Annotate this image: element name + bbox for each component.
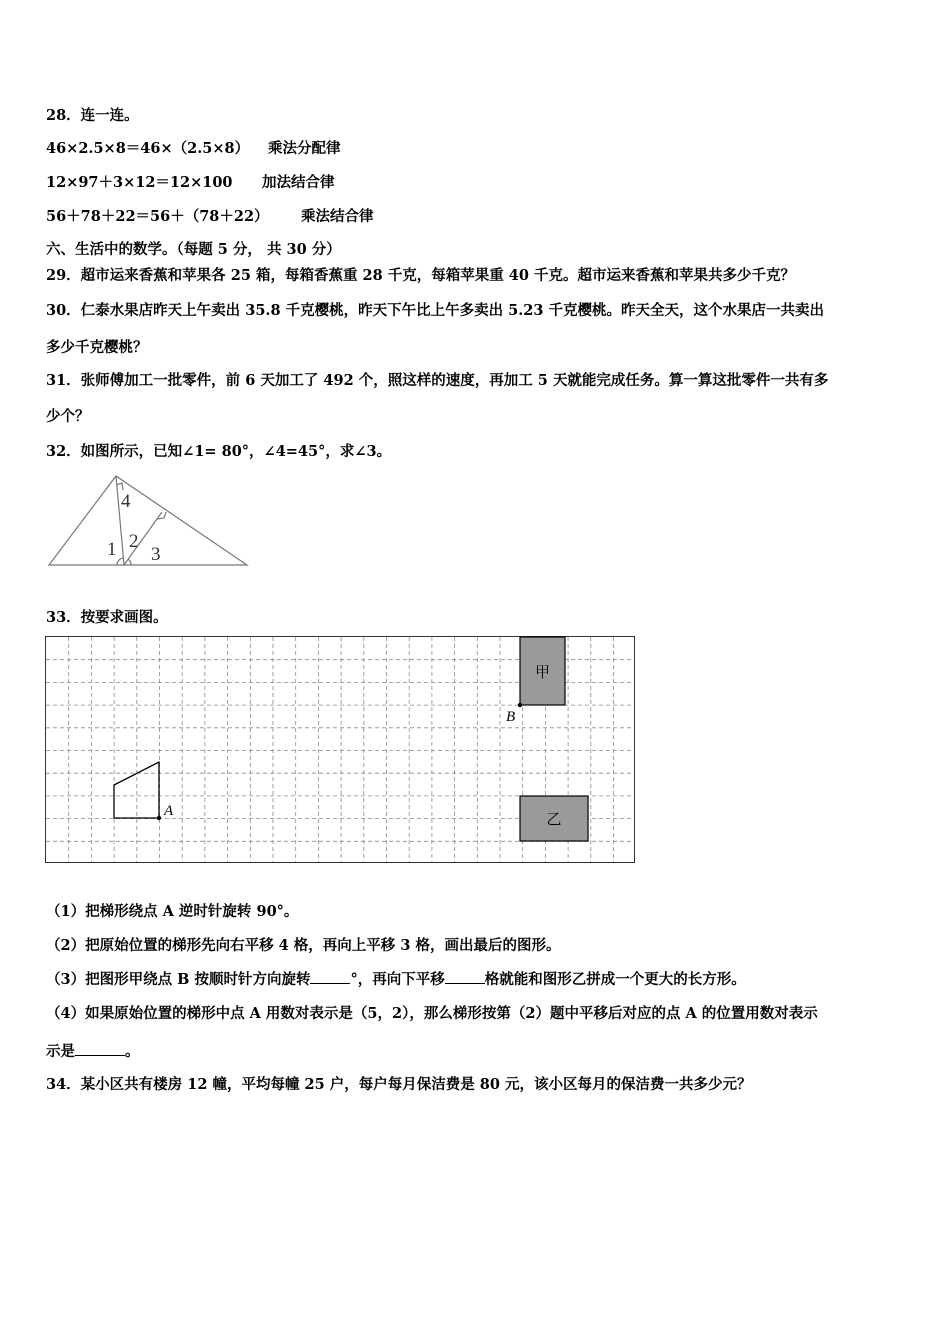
q28-row3-right: 乘法结合律: [301, 208, 374, 225]
point-b-dot: [518, 703, 522, 707]
q30-line2: 多少千克樱桃？: [46, 339, 148, 356]
q31-line1: 31．张师傅加工一批零件，前 6 天加工了 492 个，照这样的速度，再加工 5 天就能完成任务。算一算这批零件一共有多: [46, 372, 829, 389]
q33-sub4-line1: （4）如果原始位置的梯形中点 A 用数对表示是（5，2），那么梯形按第（2）题中平移后对应的点 A 的位置用数对表示: [46, 1005, 818, 1022]
triangle-outline: [49, 476, 247, 565]
angle-arc-1: [117, 558, 123, 565]
point-b-label: B: [506, 709, 516, 725]
shape-yi-label: 乙: [546, 810, 562, 828]
section6-title: 六、生活中的数学。（每题 5 分， 共 30 分）: [46, 241, 341, 258]
angle-label-3: 3: [151, 544, 161, 565]
q33-sub4-part2: 。: [125, 1043, 140, 1060]
q33-blank-coordinate[interactable]: [75, 1041, 125, 1057]
q29-text: 29．超市运来香蕉和苹果各 25 箱，每箱香蕉重 28 千克，每箱苹果重 40 千克。超市运来香蕉和苹果共多少千克？: [46, 267, 795, 284]
angle-label-1: 1: [107, 539, 117, 560]
q28-row1-left: 46×2.5×8＝46×（2.5×8）: [46, 140, 250, 157]
q28-row2-left: 12×97＋3×12＝12×100: [46, 174, 233, 191]
q32-text: 32．如图所示，已知∠1= 80°，∠4=45°，求∠3。: [46, 443, 392, 460]
point-a-dot: [157, 816, 161, 820]
triangle-figure: [44, 472, 254, 572]
q33-sub2: （2）把原始位置的梯形先向右平移 4 格，再向上平移 3 格，画出最后的图形。: [46, 937, 561, 954]
q30-line1: 30．仁泰水果店昨天上午卖出 35.8 千克樱桃，昨天下午比上午多卖出 5.23 千克樱桃。昨天全天，这个水果店一共卖出: [46, 302, 824, 319]
q33-sub1: （1）把梯形绕点 A 逆时针旋转 90°。: [46, 903, 299, 920]
q28-row1-right: 乘法分配律: [268, 140, 341, 157]
q28-row2-right: 加法结合律: [262, 174, 335, 191]
q33-sub3: [46, 968, 746, 989]
q28-title: 28．连一连。: [46, 107, 139, 124]
angle-label-2: 2: [129, 531, 139, 552]
angle-arc-3: [128, 559, 131, 565]
q33-title: 33．按要求画图。: [46, 609, 168, 626]
point-a-label: A: [164, 803, 174, 819]
angle-label-4: 4: [121, 491, 131, 512]
q34-text: 34．某小区共有楼房 12 幢，平均每幢 25 户，每户每月保洁费是 80 元，该小区每月的保洁费一共多少元？: [46, 1076, 752, 1093]
q28-row3-left: 56＋78＋22＝56＋（78＋22）: [46, 208, 269, 225]
q33-sub4-line2: [46, 1040, 140, 1061]
shape-jia-label: 甲: [534, 663, 551, 681]
q33-sub3-part1: （3）把图形甲绕点 B 按顺时针方向旋转: [46, 971, 311, 988]
q33-sub4-part1: 示是: [46, 1043, 75, 1060]
q33-sub3-part2: °，再向下平移: [350, 971, 445, 988]
grid-figure: [44, 635, 636, 865]
q33-blank-rotation[interactable]: [310, 969, 350, 985]
q33-blank-shift[interactable]: [445, 969, 485, 985]
q31-line2: 少个？: [46, 408, 90, 425]
q33-sub3-part3: 格就能和图形乙拼成一个更大的长方形。: [484, 971, 746, 988]
